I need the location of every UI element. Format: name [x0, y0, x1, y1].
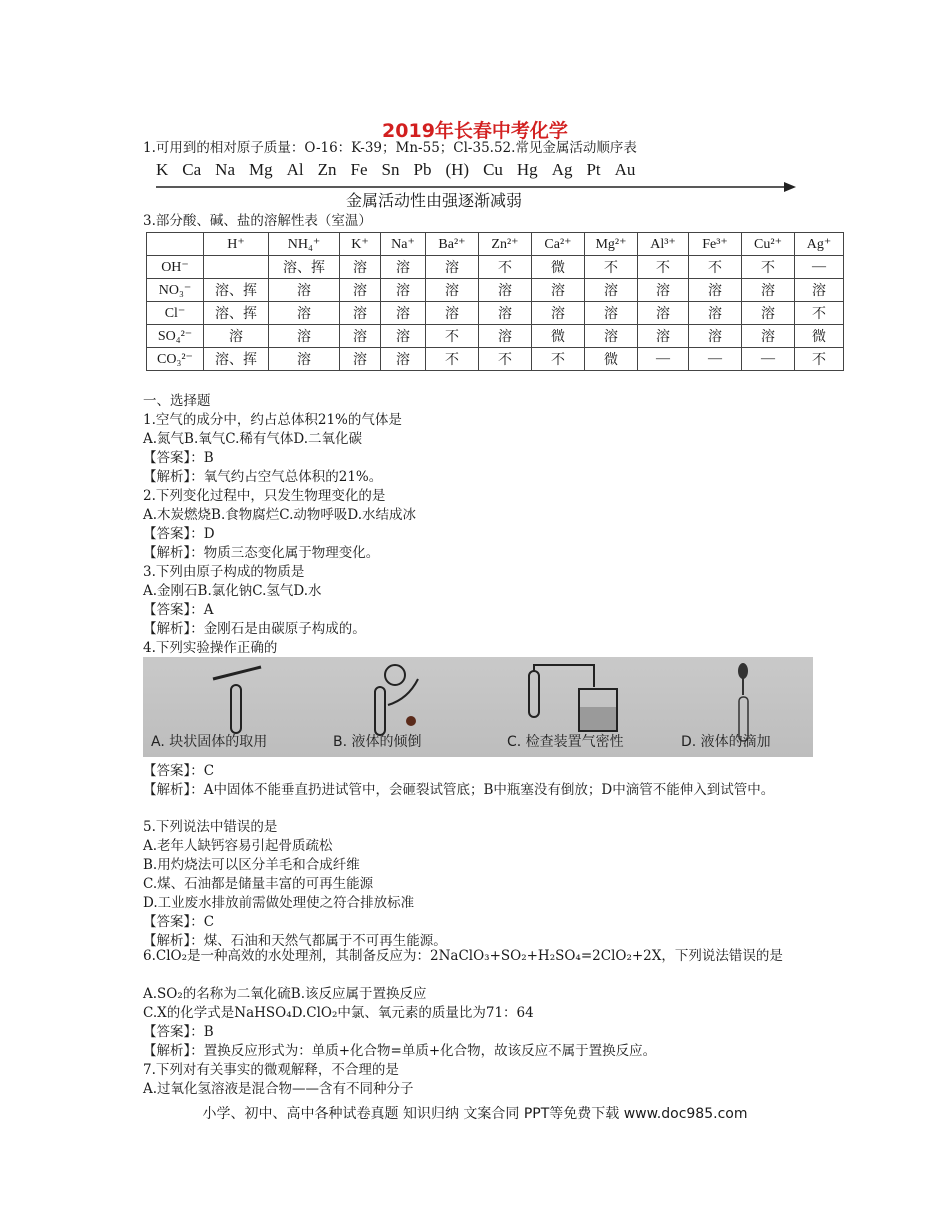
table-cell: 溶 [204, 325, 269, 348]
table-title: 3.部分酸、碱、盐的溶解性表（室温） [143, 213, 372, 229]
table-cell: — [795, 256, 844, 279]
caption-c: C. 检查装置气密性 [507, 734, 624, 750]
text-line: 3.下列由原子构成的物质是 [143, 564, 305, 580]
table-cell: 溶、挥 [204, 279, 269, 302]
table-cell: 溶 [638, 325, 689, 348]
text-line: A.老年人缺钙容易引起骨质疏松 [143, 838, 333, 854]
table-row [147, 279, 844, 302]
metal-activity-series [156, 160, 796, 208]
table-cell: Ba²⁺ [426, 233, 479, 256]
table-cell: H⁺ [204, 233, 269, 256]
table-cell: 不 [795, 348, 844, 371]
metal-symbol: Zn [317, 160, 337, 179]
metal-symbol: Na [215, 160, 235, 179]
text-line: A.氮气B.氧气C.稀有气体D.二氧化碳 [143, 431, 363, 447]
table-cell: 溶 [381, 279, 426, 302]
table-row [147, 256, 844, 279]
metal-symbol: Pb [413, 160, 432, 179]
table-header-row [147, 233, 844, 256]
table-cell [204, 256, 269, 279]
table-cell: 溶、挥 [204, 302, 269, 325]
table-cell: 溶 [585, 325, 638, 348]
table-cell: 溶 [381, 348, 426, 371]
text-line: 【答案】：B [143, 1024, 214, 1040]
text-line: 【答案】：A [143, 602, 214, 618]
q6-stem: 6.ClO₂是一种高效的水处理剂，其制备反应为：2NaClO₃+SO₂+H₂SO₄=2ClO₂+2X，下列说法错误的是 [143, 948, 783, 964]
metal-symbol: K [156, 160, 169, 179]
table-cell: 不 [742, 256, 795, 279]
table-cell: 溶 [381, 325, 426, 348]
text-line: 【答案】：B [143, 450, 214, 466]
text-line: C.X的化学式是NaHSO₄D.ClO₂中氯、氧元素的质量比为71：64 [143, 1005, 534, 1021]
table-cell: 不 [795, 302, 844, 325]
table-cell: SO₄²⁻ [147, 325, 204, 348]
text-line: C.煤、石油都是储量丰富的可再生能源 [143, 876, 374, 892]
table-cell: 溶 [269, 325, 340, 348]
metal-symbol: Hg [516, 160, 538, 179]
table-cell: 不 [585, 256, 638, 279]
table-cell: 溶 [689, 325, 742, 348]
metal-symbol: Ca [182, 160, 202, 179]
text-line: A.过氧化氢溶液是混合物——含有不同种分子 [143, 1081, 414, 1097]
table-cell: NH₄⁺ [269, 233, 340, 256]
table-cell: 不 [532, 348, 585, 371]
table-cell: Cl⁻ [147, 302, 204, 325]
table-cell: 溶 [479, 302, 532, 325]
table-cell: 溶 [340, 302, 381, 325]
table-cell: 不 [426, 325, 479, 348]
table-cell: 溶 [689, 279, 742, 302]
text-line: B.用灼烧法可以区分羊毛和合成纤维 [143, 857, 360, 873]
table-cell: 溶 [479, 325, 532, 348]
table-cell: OH⁻ [147, 256, 204, 279]
table-cell: CO₃²⁻ [147, 348, 204, 371]
metal-symbol: (H) [445, 160, 470, 179]
table-cell: 溶 [269, 279, 340, 302]
table-cell: 溶 [585, 279, 638, 302]
table-cell: 溶 [269, 348, 340, 371]
table-cell: 不 [479, 256, 532, 279]
table-cell: 溶 [426, 279, 479, 302]
table-cell: 不 [479, 348, 532, 371]
table-cell: 溶 [638, 302, 689, 325]
page-title: 2019年长春中考化学 [382, 120, 568, 142]
table-cell: Cu²⁺ [742, 233, 795, 256]
q4-analysis: 【解析】：A中固体不能垂直扔进试管中，会砸裂试管底；B中瓶塞没有倒放；D中滴管不能伸入到试管中。 [143, 782, 775, 798]
table-cell: 溶 [269, 302, 340, 325]
table-cell: — [638, 348, 689, 371]
table-cell: Na⁺ [381, 233, 426, 256]
text-line: 1.空气的成分中，约占总体积21%的气体是 [143, 412, 402, 428]
table-cell: NO₃⁻ [147, 279, 204, 302]
text-line: 【解析】：氧气约占空气总体积的21%。 [143, 469, 383, 485]
metal-caption: 金属活动性由强逐渐减弱 [346, 191, 523, 210]
table-cell: — [689, 348, 742, 371]
table-cell: 溶 [479, 279, 532, 302]
caption-d: D. 液体的滴加 [681, 734, 771, 750]
text-line: 【答案】：D [143, 526, 215, 542]
table-cell: 溶、挥 [204, 348, 269, 371]
text-line: 一、选择题 [143, 393, 211, 409]
metal-symbol: Sn [381, 160, 400, 179]
table-cell: Al³⁺ [638, 233, 689, 256]
table-cell: 溶 [742, 325, 795, 348]
text-line: 【解析】：置换反应形式为：单质+化合物=单质+化合物，故该反应不属于置换反应。 [143, 1043, 657, 1059]
table-cell: 溶 [742, 302, 795, 325]
table-cell: 溶、挥 [269, 256, 340, 279]
text-line: 5.下列说法中错误的是 [143, 819, 278, 835]
table-row [147, 325, 844, 348]
table-cell: 溶 [426, 302, 479, 325]
table-row [147, 348, 844, 371]
text-line: 【解析】：煤、石油和天然气都属于不可再生能源。 [143, 933, 447, 949]
table-cell: 微 [532, 325, 585, 348]
caption-b: B. 液体的倾倒 [333, 734, 422, 750]
footer: 小学、初中、高中各种试卷真题 知识归纳 文案合同 PPT等免费下载 www.doc985.com [202, 1106, 748, 1122]
table-cell: K⁺ [340, 233, 381, 256]
solubility-table [146, 232, 844, 371]
table-cell: 溶 [340, 256, 381, 279]
metal-symbol: Fe [350, 160, 368, 179]
text-line: A.木炭燃烧B.食物腐烂C.动物呼吸D.水结成冰 [143, 507, 417, 523]
metal-symbol: Au [614, 160, 636, 179]
table-cell: 溶 [532, 302, 585, 325]
experiment-photo [143, 657, 813, 757]
caption-a: A. 块状固体的取用 [151, 734, 268, 750]
metal-symbol: Pt [586, 160, 601, 179]
table-cell: 溶 [340, 325, 381, 348]
table-cell: 溶 [795, 279, 844, 302]
table-cell: 不 [689, 256, 742, 279]
table-cell: 微 [795, 325, 844, 348]
table-cell: 溶 [638, 279, 689, 302]
table-row [147, 302, 844, 325]
table-cell: Ag⁺ [795, 233, 844, 256]
metal-symbol: Mg [249, 160, 273, 179]
table-cell: — [742, 348, 795, 371]
table-cell: 微 [532, 256, 585, 279]
table-cell: 溶 [340, 279, 381, 302]
metal-symbol: Cu [483, 160, 503, 179]
table-cell: 微 [585, 348, 638, 371]
table-cell: Zn²⁺ [479, 233, 532, 256]
text-line: 7.下列对有关事实的微观解释，不合理的是 [143, 1062, 399, 1078]
text-line: A.金刚石B.氯化钠C.氢气D.水 [143, 583, 322, 599]
metal-symbols [156, 160, 649, 180]
text-line: A.SO₂的名称为二氧化硫B.该反应属于置换反应 [143, 986, 427, 1002]
table-cell: 溶 [340, 348, 381, 371]
table-cell: 溶 [381, 256, 426, 279]
table-cell: 溶 [381, 302, 426, 325]
table-cell: 不 [638, 256, 689, 279]
text-line: 4.下列实验操作正确的 [143, 640, 278, 656]
table-cell: Ca²⁺ [532, 233, 585, 256]
intro-line: 1.可用到的相对原子质量：O-16：K-39；Mn-55；Cl-35.52.常见金属活动顺序表 [143, 140, 637, 156]
table-cell: 溶 [689, 302, 742, 325]
text-line: 【解析】：物质三态变化属于物理变化。 [143, 545, 380, 561]
table-cell [147, 233, 204, 256]
table-cell: Mg²⁺ [585, 233, 638, 256]
text-line: D.工业废水排放前需做处理使之符合排放标准 [143, 895, 415, 911]
table-cell: Fe³⁺ [689, 233, 742, 256]
text-line: 【解析】：金刚石是由碳原子构成的。 [143, 621, 366, 637]
table-cell: 溶 [585, 302, 638, 325]
metal-symbol: Ag [551, 160, 573, 179]
q4-answer: 【答案】：C [143, 763, 215, 779]
table-cell: 溶 [742, 279, 795, 302]
text-line: 【答案】：C [143, 914, 215, 930]
table-cell: 溶 [426, 256, 479, 279]
text-line: 2.下列变化过程中，只发生物理变化的是 [143, 488, 386, 504]
metal-symbol: Al [286, 160, 304, 179]
table-cell: 溶 [532, 279, 585, 302]
table-cell: 不 [426, 348, 479, 371]
